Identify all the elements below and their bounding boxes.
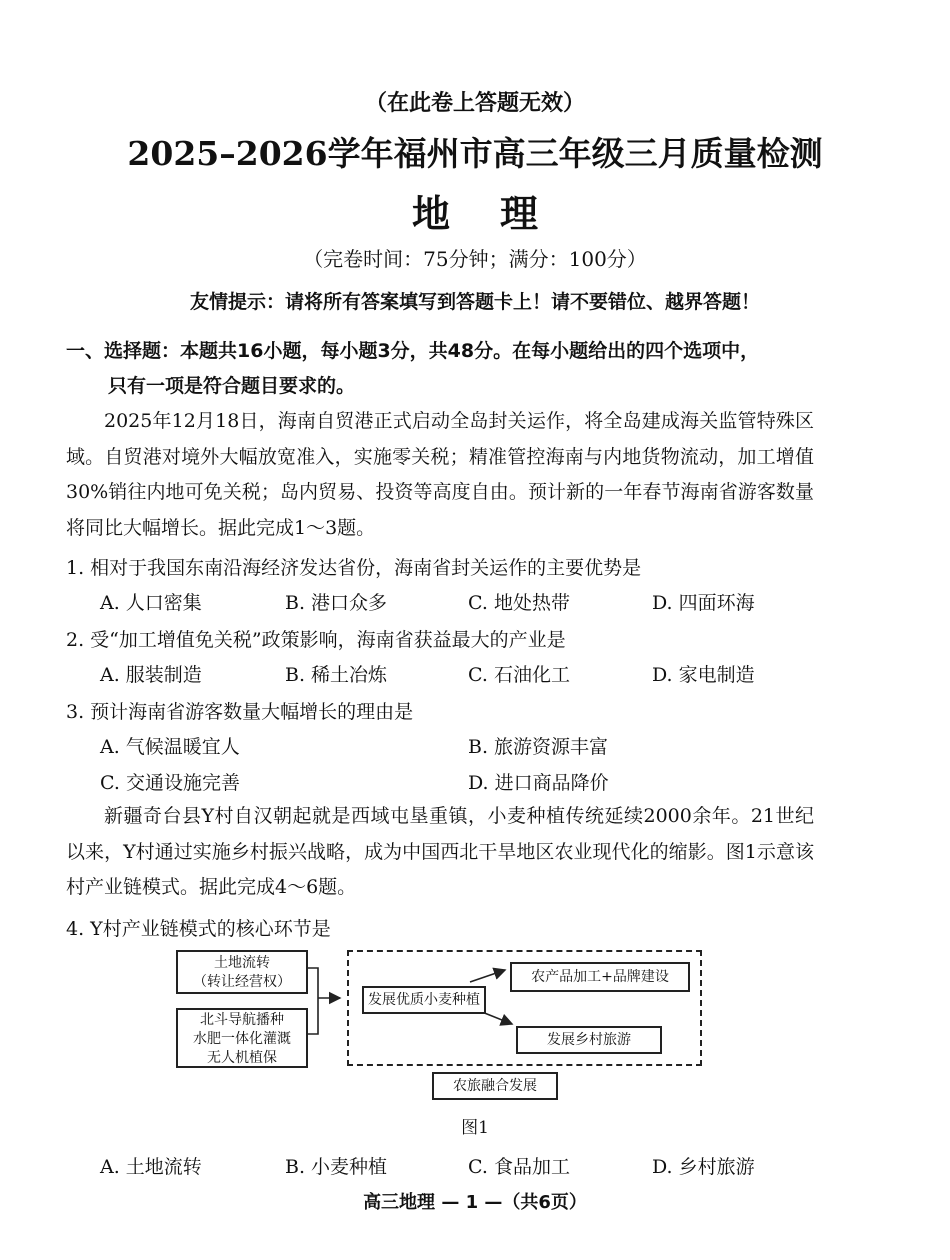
question-2-option-c: C. 石油化工 [468,664,570,686]
question-1-option-c: C. 地处热带 [468,592,570,614]
section-heading-line1: 一、选择题：本题共16小题，每小题3分，共48分。在每小题给出的四个选项中， [66,340,760,362]
question-1-option-b: B. 港口众多 [285,592,388,614]
question-2-stem: 2. 受“加工增值免关税”政策影响，海南省获益最大的产业是 [66,629,566,651]
question-1-option-d: D. 四面环海 [652,592,755,614]
fertigation-label: 水肥一体化灌溉 [193,1031,291,1047]
question-4-option-a: A. 土地流转 [100,1156,202,1178]
friendly-tip: 友情提示：请将所有答案填写到答题卡上！请不要错位、越界答题！ [189,291,760,313]
tech-methods-box [176,1008,308,1068]
passage-xinjiang: 新疆奇台县Y村自汉朝起就是西域屯垦重镇，小麦种植传统延续2000余年。21世纪以来，Y村通过实施乡村振兴战略，成为中国西北干旱地区农业现代化的缩影。图1示意该村产业链模式。据此完成4～6题。 [66,805,814,898]
question-2-option-d: D. 家电制造 [652,664,755,686]
question-3-option-c: C. 交通设施完善 [100,772,240,794]
question-2-option-b: B. 稀土冶炼 [285,664,388,686]
question-1-option-a: A. 人口密集 [100,592,202,614]
time-info: （完卷时间：75分钟；满分：100分） [303,247,647,271]
subject-title: 地理 [411,191,588,236]
passage-hainan: 2025年12月18日，海南自贸港正式启动全岛封关运作，将全岛建成海关监管特殊区域。自贸港对境外大幅放宽准入，实施零关税；精准管控海南与内地货物流动，加工增值30%销往内地可免关税；岛内贸易、投资等高度自由。预计新的一年春节海南省游客数量将同比大幅增长。据此完成1～3题。 [66,410,814,539]
processing-branding-box: 农产品加工+品牌建设 [510,962,690,992]
exam-title: 2025–2026学年福州市高三年级三月质量检测 [127,134,823,173]
question-1-stem: 1. 相对于我国东南沿海经济发达省份，海南省封关运作的主要优势是 [66,557,642,579]
figure-1-diagram [170,940,710,1105]
land-transfer-label: 土地流转 [214,955,270,971]
question-4-option-c: C. 食品加工 [468,1156,570,1178]
question-4-stem: 4. Y村产业链模式的核心环节是 [66,918,331,940]
figure-1-caption: 图1 [461,1118,489,1138]
question-2-option-a: A. 服装制造 [100,664,202,686]
question-3-option-b: B. 旅游资源丰富 [468,736,609,758]
question-4-option-d: D. 乡村旅游 [652,1156,755,1178]
question-3-option-d: D. 进口商品降价 [468,772,609,794]
question-3-option-a: A. 气候温暖宜人 [100,736,240,758]
rural-tourism-box: 发展乡村旅游 [516,1026,662,1054]
question-3-stem: 3. 预计海南省游客数量大幅增长的理由是 [66,701,414,723]
land-transfer-box [176,950,308,994]
land-transfer-sublabel: （转让经营权） [193,974,291,990]
question-4-option-b: B. 小麦种植 [285,1156,388,1178]
drone-protection-label: 无人机植保 [207,1050,277,1066]
beidou-seeding-label: 北斗导航播种 [200,1012,284,1028]
section-heading-line2: 只有一项是符合题目要求的。 [108,375,356,397]
page-footer: 高三地理 — 1 —（共6页） [363,1192,587,1213]
agri-tourism-box: 农旅融合发展 [432,1072,558,1100]
wheat-planting-box: 发展优质小麦种植 [362,986,486,1014]
exam-note: （在此卷上答题无效） [364,91,585,116]
